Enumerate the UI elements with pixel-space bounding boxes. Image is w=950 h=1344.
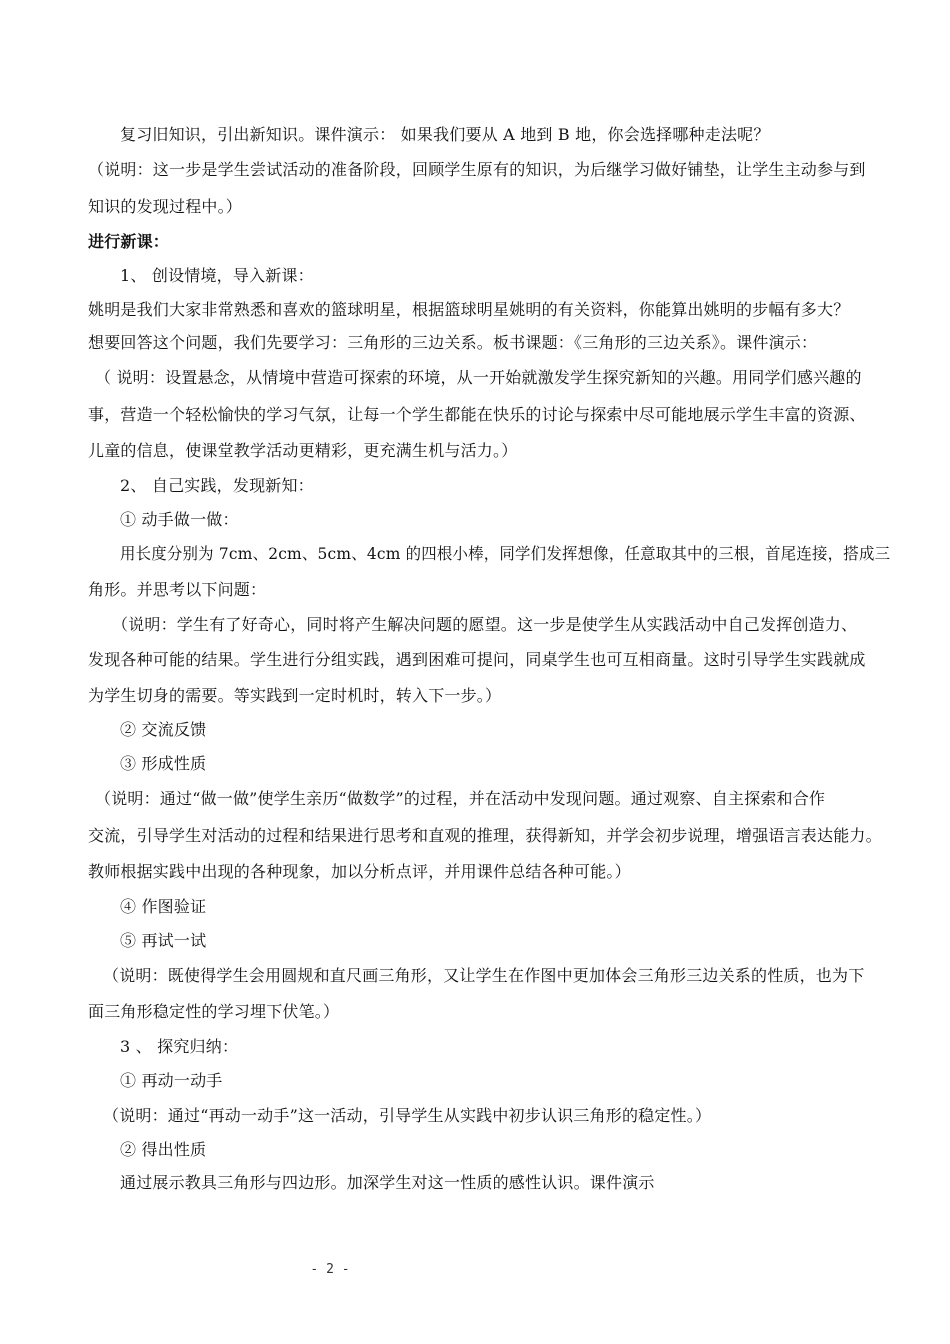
note-3-line-2: 发现各种可能的结果。学生进行分组实践，遇到困难可提问，同桌学生也可互相商量。这时引导学生实践就成 — [88, 650, 866, 669]
section-heading-new-lesson: 进行新课： — [88, 232, 170, 251]
note-6-line-1: （说明：通过“再动一动手”这一活动，引导学生从实践中初步认识三角形的稳定性。） — [103, 1106, 712, 1125]
sub-item-7: ② 得出性质 — [120, 1140, 207, 1159]
sticks-line-1: 用长度分别为 7cm、2cm、5cm、4cm 的四根小棒，同学们发挥想像，任意取其中的三根，首尾连接，搭成三 — [120, 544, 891, 563]
sub-item-5: ⑤ 再试一试 — [120, 931, 207, 950]
sticks-line-2: 角形。并思考以下问题： — [88, 580, 267, 599]
yao-ming-line-2: 想要回答这个问题，我们先要学习：三角形的三边关系。板书课题：《三角形的三边关系》。课件演示： — [88, 333, 818, 352]
sub-item-1: ① 动手做一做： — [120, 510, 239, 529]
note-4-line-3: 教师根据实践中出现的各种现象，加以分析点评，并用课件总结各种可能。） — [88, 862, 631, 881]
closing-line: 通过展示教具三角形与四边形。加深学生对这一性质的感性认识。课件演示 — [120, 1173, 655, 1192]
step-1-heading: 1、 创设情境，导入新课： — [120, 266, 314, 285]
page-number: - 2 - — [310, 1262, 350, 1277]
note-2-line-3: 儿童的信息，使课堂教学活动更精彩，更充满生机与活力。） — [88, 441, 518, 460]
yao-ming-line-1: 姚明是我们大家非常熟悉和喜欢的篮球明星，根据篮球明星姚明的有关资料，你能算出姚明的步幅有多大？ — [88, 300, 850, 319]
note-2-line-1: （ 说明：设置悬念，从情境中营造可探索的环境，从一开始就激发学生探究新知的兴趣。用同学们感兴趣的 — [95, 368, 862, 387]
note-3-line-3: 为学生切身的需要。等实践到一定时机时，转入下一步。） — [88, 686, 502, 705]
note-4-line-1: （说明：通过“做一做”使学生亲历“做数学”的过程，并在活动中发现问题。通过观察、自主探索和合作 — [95, 789, 826, 808]
intro-review-line: 复习旧知识，引出新知识。课件演示： 如果我们要从 A 地到 B 地，你会选择哪种走法呢？ — [120, 125, 770, 144]
sub-item-2: ② 交流反馈 — [120, 720, 207, 739]
step-2-heading: 2、 自己实践，发现新知： — [120, 476, 314, 495]
note-1-line-1: （说明：这一步是学生尝试活动的准备阶段，回顾学生原有的知识，为后继学习做好铺垫，让学生主动参与到 — [88, 160, 866, 179]
note-1-line-2: 知识的发现过程中。） — [88, 197, 243, 216]
note-4-line-2: 交流，引导学生对活动的过程和结果进行思考和直观的推理，获得新知，并学会初步说理，增强语言表达能力。 — [88, 826, 882, 845]
note-2-line-2: 事，营造一个轻松愉快的学习气氛，让每一个学生都能在快乐的讨论与探索中尽可能地展示学生丰富的资源、 — [88, 405, 866, 424]
note-3-line-1: （说明：学生有了好奇心，同时将产生解决问题的愿望。这一步是使学生从实践活动中自己发挥创造力、 — [112, 615, 858, 634]
note-5-line-1: （说明：既使得学生会用圆规和直尺画三角形，又让学生在作图中更加体会三角形三边关系的性质，也为下 — [103, 966, 865, 985]
step-3-heading: 3 、 探究归纳： — [120, 1037, 239, 1056]
sub-item-3: ③ 形成性质 — [120, 754, 207, 773]
sub-item-4: ④ 作图验证 — [120, 897, 207, 916]
sub-item-6: ① 再动一动手 — [120, 1071, 223, 1090]
note-5-line-2: 面三角形稳定性的学习埋下伏笔。） — [88, 1002, 340, 1021]
